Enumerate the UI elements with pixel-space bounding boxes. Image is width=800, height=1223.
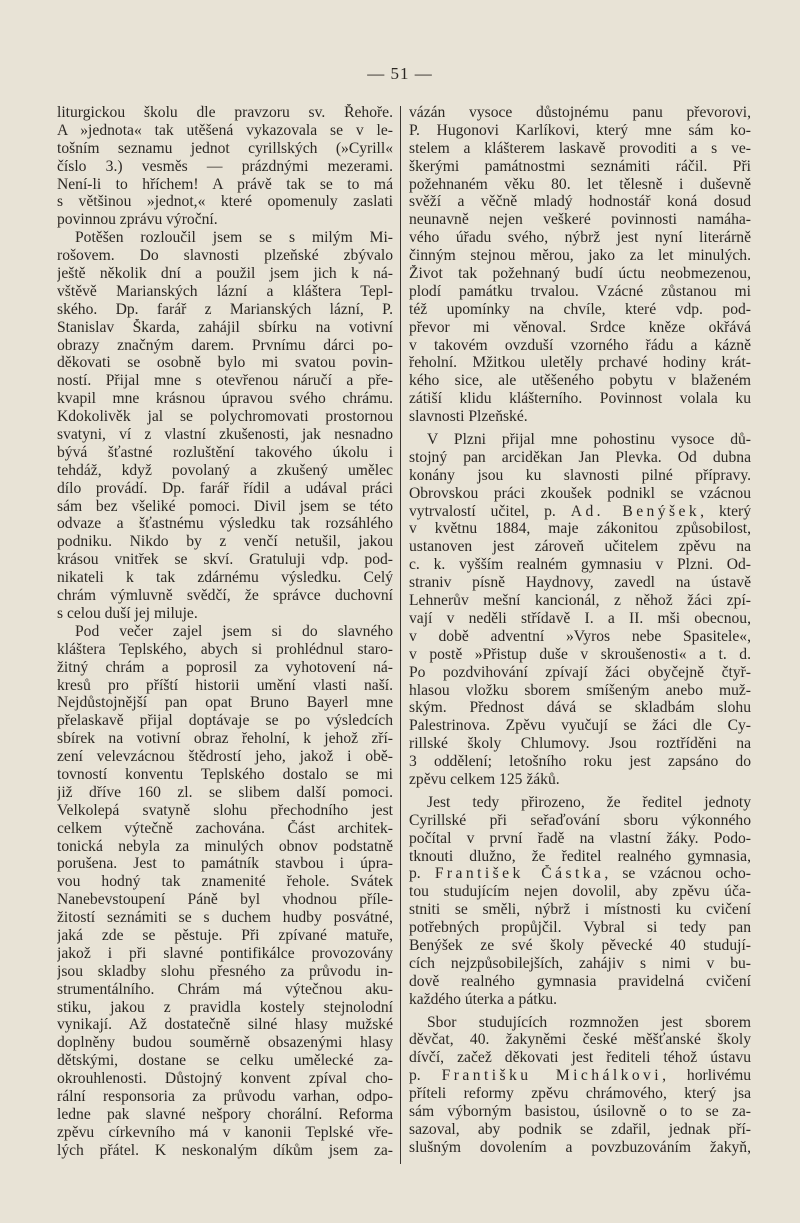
text-line: cích nejzpůsobilejších, zahájiv s nimi v bu- [409,954,751,972]
text-line: stelem a klášterem laskavě provoditi a s ve- [409,139,751,157]
text-line: v květnu 1884, maje zákonitou způsobilost, [409,520,751,538]
text-line: žitostí seznámiti se s duchem hudby posvátné, [57,909,393,927]
text-line: svatyni, ví z vlastní zkušenosti, jak nesnadno [57,426,393,444]
text-line: Benýšek ze své školy pěvecké 40 studují- [409,936,751,954]
text-line: Život tak požehnaný budí úctu neobmezenou, [409,265,751,283]
paragraph [57,623,393,1160]
text-line: bývá šťastné rozluštění takového úkolu i [57,443,393,461]
text-line: tošním seznamu jednot cyrillských (»Cyrill« [57,139,393,157]
text-line: v takovém ovzduší vzorného řádu a kázně [409,336,751,354]
paragraph [409,1014,751,1157]
spaced-name: Františku Michálkovi [441,1067,663,1085]
text-line: nikateli k tak zdárnému výsledku. Celý [57,569,393,587]
paragraph [57,229,393,623]
text-line: krásou vnitřek se skví. Gratuluji vdp. pod- [57,551,393,569]
text-line: strumentálního. Chrám má výtečnou aku- [57,980,393,998]
text-line: plodí památku trvalou. Vzácné zůstanou mi [409,282,751,300]
text-line: sám bez všeliké pomoci. Divil jsem se této [57,497,393,515]
text-line: stojný pan arciděkan Jan Plevka. Od dubna [409,448,751,466]
text-segment: , který [700,502,751,520]
text-line [409,865,751,883]
text-line: chrám výmluvně svědčí, že správce duchovní [57,587,393,605]
text-segment: p. [409,1067,442,1085]
text-line: v době adventní »Vyros nebe Spasitele«, [409,627,751,645]
text-line: počítal v první řadě na vlastní žáky. Podo- [409,829,751,847]
text-line: tou studujícím nejen dovolil, aby zpěvu úča- [409,883,751,901]
text-line: Není-li to hříchem! A právě tak se to má [57,175,393,193]
text-line: vého úřadu svého, nýbrž jest nyní literárně [409,229,751,247]
text-line: dívčí, začež děkovati jest řediteli téhož ústavu [409,1049,751,1067]
text-line: svěží a věčně mladý hodnostář koná dosud [409,193,751,211]
text-line: rošovem. Do slavnosti plzeňské zbývalo [57,247,393,265]
text-line: zátiší klidu klášterního. Povinnost volala ku [409,390,751,408]
text-line: kláštera Teplského, abych si prohlédnul staro- [57,640,393,658]
text-line: kvapil mne krásnou úpravou svého chrámu. [57,390,393,408]
text-line: Jest tedy přirozeno, že ředitel jednoty [427,793,751,811]
text-line: ským. Přednost dává se skladbám slohu [409,699,751,717]
text-line: v postě »Přistup duše v skroušenosti« a t. d. [409,645,751,663]
paragraph [409,104,751,426]
text-line: kého sice, ale utěšeného pobytu v blaženém [409,372,751,390]
paragraph [57,104,393,229]
text-line: vynikají. Až dostatečně silné hlasy mužské [57,1016,393,1034]
text-line: 3 oddělení; letošního roku jest zapsáno do [409,753,751,771]
text-line: s většinou »jednot,« které opomenuly zaslati [57,193,393,211]
text-line: ností. Přijal mne s otevřenou náručí a pře- [57,372,393,390]
text-line: ledne pak slavné nešpory chorální. Reforma [57,1105,393,1123]
text-line: Nanebevstoupení Páně byl vhodnou příle- [57,891,393,909]
text-line: škerými památnostmi seznámiti ráčil. Při [409,157,751,175]
text-line: přelaskavě přijal doptávaje se po výsledcích [57,712,393,730]
text-line: obrazy značným darem. Prvnímu dárci po- [57,336,393,354]
text-line: V Plzni přijal mne pohostinu vysoce dů- [427,431,751,449]
text-line: Pod večer zajel jsem si do slavného [75,622,393,640]
text-line: zpěvu církevního má v kanonii Teplské vře- [57,1123,393,1141]
text-line: c. k. vyšším realném gymnasiu v Plzni. Od- [409,556,751,574]
text-segment: vytrvalostí učitel, p. [409,502,571,520]
column-divider [400,106,401,1164]
text-line: požehnaném věku 80. let tělesně i duševně [409,175,751,193]
text-line: ustanoven jest zároveň učitelem zpěvu na [409,538,751,556]
text-line: řeholní. Mžitkou uletěly prchavé hodiny krát- [409,354,751,372]
text-line: vázán vysoce důstojnému panu převorovi, [409,104,751,121]
text-line: Sbor studujících rozmnožen jest sborem [427,1013,751,1031]
text-line: lých přátel. K neskonalým díkům jsem za- [57,1141,393,1159]
text-line: Palestrinova. Zpěvu vyučují se žáci dle Cy- [409,717,751,735]
text-line: Po pozdvihování zpívají žáci obyčejně čtyř- [409,663,751,681]
text-line: Nejdůstojnější pan opat Bruno Bayerl mne [57,694,393,712]
text-line: zení velevzácnou štědrostí jeho, jakož i obě- [57,748,393,766]
left-column [57,104,393,1160]
text-line: jsou skladby slohu přesného za průvodu in- [57,962,393,980]
text-line: s celou duší jej miluje. [57,604,198,622]
text-line: dětskými, dostane se celku umělecké za- [57,1052,393,1070]
text-line: děvčat, 40. žakyněmi české měšťanské školy [409,1031,751,1049]
text-line: odvaze a šťastnému výsledku tak rozsáhlého [57,515,393,533]
text-line: stniti se směli, nýbrž i místnosti ku cvičení [409,901,751,919]
right-column [409,104,751,1157]
text-line [409,503,751,521]
spaced-name: František Částka [434,865,605,883]
text-line: Kdokolivěk jal se polychromovati prostornou [57,408,393,426]
text-segment: , horlivému [662,1067,751,1085]
paragraph [409,794,751,1009]
text-line: Velkolepá svatyně slohu přechodního jest [57,801,393,819]
text-line: žitný chrám a poprosil za vyhotovení ná- [57,658,393,676]
text-line: kresů pro příští historii umění vlasti naší. [57,676,393,694]
text-line: slavnosti Plzeňské. [409,408,528,426]
text-line: Cyrillské při seřaďování sboru výkonného [409,811,751,829]
text-line: jakož i při slavné pontifikálce provozovány [57,944,393,962]
text-line: tknouti dlužno, že ředitel realného gymnasia, [409,847,751,865]
text-line: sazoval, aby podnik se zdařil, jednak pří- [409,1120,751,1138]
text-line: tonická nebyla za minulých obnov podstatně [57,837,393,855]
text-line: příteli reformy zpěvu chrámového, který jsa [409,1085,751,1103]
text-line: slušným dovolením a povzbuzováním žakyň, [409,1138,751,1156]
text-line: dílo provádí. Dp. farář řídil a udával práci [57,479,393,497]
text-line: též upomínky na chvíle, které vdp. pod- [409,300,751,318]
text-line: rální responsoria za průvodu varhan, odpo- [57,1087,393,1105]
text-line: zpěvu celkem 125 žáků. [409,770,560,788]
text-line: hlasou vložku sborem smíšeným anebo muž- [409,681,751,699]
spaced-name: Ad. Benýšek [570,502,701,520]
text-line: doplněny budou souměrně obsazenými hlasy [57,1034,393,1052]
text-line: číslo 3.) vesměs — prázdnými mezerami. [57,157,393,175]
page-number: — 51 — [367,64,433,83]
text-line: Obrovskou práci zkoušek podnikl se vzácnou [409,484,751,502]
text-segment: p. [409,865,435,883]
text-line: neunavně nejen veškeré povinnosti namáha- [409,211,751,229]
text-line: porušena. Jest to památník stavbou i úpra- [57,855,393,873]
text-line: sám výborným basistou, úsilovně o to se za- [409,1102,751,1120]
text-line: povinnou zprávu výroční. [57,211,218,229]
text-line: jaká zde se pěstuje. Při zpívané matuře, [57,926,393,944]
text-line: již dříve 160 zl. se slibem další pomoci. [57,783,393,801]
text-line: Lehnerův mešní kancionál, z něhož žáci zpí- [409,592,751,610]
text-line: tehdáž, když povolaný a zkušený umělec [57,461,393,479]
text-line: sbírek na votivní obraz řeholní, k jehož zří- [57,730,393,748]
text-line: rillské školy Chlumovy. Jsou roztříděni na [409,735,751,753]
text-line: P. Hugonovi Karlíkovi, který mne sám ko- [409,121,751,139]
text-line: liturgickou školu dle pravzoru sv. Řehoře. [57,104,393,121]
text-line: činným stejnou měrou, jako za let minulých. [409,247,751,265]
text-line [409,1067,751,1085]
text-line: tovností konventu Teplského dostalo se mi [57,765,393,783]
text-line: děkovati se osobně bylo mi svatou povin- [57,354,393,372]
text-segment: , se vzácnou ocho- [604,865,751,883]
text-line: okrouhlenosti. Důstojný konvent zpíval cho- [57,1070,393,1088]
text-line: každého úterka a pátku. [409,990,558,1008]
text-line: Potěšen rozloučil jsem se s milým Mi- [75,229,393,247]
text-line: ského. Dp. farář z Marianských lázní, P. [57,300,393,318]
text-line: dově realného gymnasia pravidelná cvičení [409,972,751,990]
text-line: vají v neděli střídavě I. a II. mši obecnou, [409,609,751,627]
text-line: celkem výtečně zachována. Část architek- [57,819,393,837]
text-line: Stanislav Škarda, zahájil sbírku na votivní [57,318,393,336]
text-line: A »jednota« tak utěšená vykazovala se v le- [57,121,393,139]
text-line: potřebných propůjčil. Vybral si tedy pan [409,919,751,937]
text-line: vštěvě Marianských lázní a kláštera Tepl- [57,282,393,300]
text-line: převor mi věnoval. Srdce kněze okřává [409,318,751,336]
text-line: podniku. Nikdo by z venčí netušil, jakou [57,533,393,551]
paragraph [409,431,751,789]
text-line: konány jsou ku slavnosti pilné přípravy. [409,466,751,484]
text-line: straniv písně Haydnovy, zavedl na ústavě [409,574,751,592]
text-line: stiku, jakou z pravidla kostely stejnolodní [57,998,393,1016]
text-line: ještě několik dní a použil jsem jich k ná- [57,265,393,283]
text-line: vou hodný tak znamenité řehole. Svátek [57,873,393,891]
